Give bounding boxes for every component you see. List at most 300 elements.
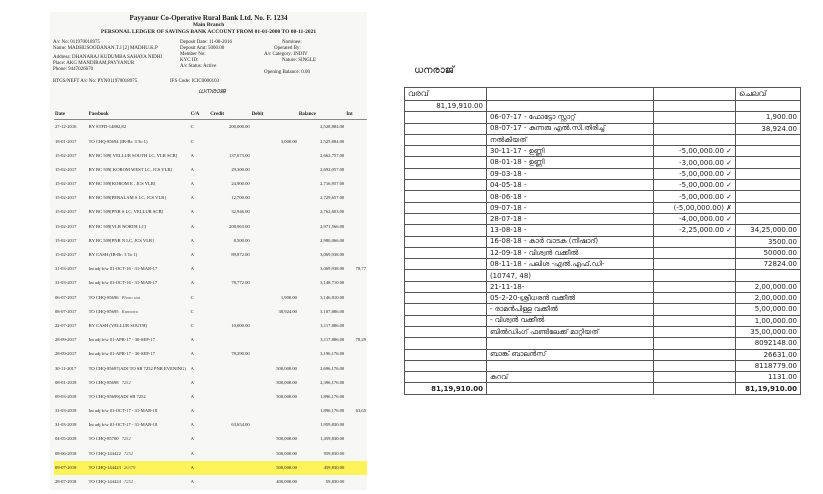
ledger-cell-pass [88,446,190,460]
ledger-cell-debit: 38,924.00 [278,308,297,314]
ledger-cell-ca: A [190,365,194,371]
ledger-cell-debit [251,219,298,233]
ledger-cell-balance: 2,662,757.00 [320,152,345,158]
ledger-cell-balance: 3,069,938.00 [320,266,345,272]
ledger-cell-credit: 78,290.00 [231,351,250,357]
ledger-cell-ca: C [190,308,194,314]
income-expense-cell-d: 3500.00 [736,236,801,247]
ledger-cell-balance: 2,971,566.00 [320,223,345,229]
ledger-row [54,205,367,219]
ledger-row [54,134,367,148]
ledger-header-row [54,111,367,120]
ledger-cell-pass: BY BC 509[PNR S LC, VELLUR SCB] [88,209,164,215]
ledger-cell-credit: 12,700.00 [231,195,250,201]
ledger-col-header: Int [345,111,367,120]
ledger-cell-pass [88,461,190,475]
income-expense-cell-b [486,360,653,371]
income-expense-cell-c [654,123,736,134]
income-expense-cell-b [486,101,653,112]
income-expense-cell-d [736,202,801,213]
ledger-cell-int [345,205,367,219]
ledger-cell-int [345,120,367,135]
ledger-cell-debit [251,191,298,205]
ledger-cell-ca: A [190,422,194,428]
ledger-cell-balance: 3,117,886.00 [320,337,345,343]
ledger-cell-balance: 3,146,810.00 [320,294,345,300]
ledger-cell-pass: Int adj b/w 01-APR-17 - 30-SEP-17 [88,337,155,343]
ledger-cell-balance: 3,107,886.00 [320,308,345,314]
ledger-cell-date: 15-02-2017 [55,223,77,229]
ledger-cell-ca: A [190,209,194,215]
ledger-table [54,111,367,489]
ledger-cell-date: 15-02-2017 [55,252,77,258]
income-expense-row [405,225,801,236]
income-expense-row [405,326,801,337]
ledger-cell-date: 31-03-2017 [55,280,77,286]
ledger-cell-ca: A [190,181,194,187]
ledger-cell-ca: A [190,280,194,286]
ledger-cell-credit: 8,500.00 [233,237,250,243]
ledger-cell-debit [251,234,298,248]
income-expense-row [405,270,801,281]
income-expense-cell-c: -5,00,000.00 ✓ [654,191,736,202]
ledger-cell-credit: 29,300.00 [231,166,250,172]
ledger-passbook-text: TO CHQ-144422 [88,450,121,456]
income-expense-cell-c [654,326,736,337]
address: Address: DHANARAJ KUDUMBA SAHAYA NIDHI [53,54,162,60]
ledger-cell-ca: A [190,166,194,172]
ledger-cell-balance: 1,896,176.00 [320,408,345,414]
income-expense-cell-a [405,191,487,202]
income-expense-cell-c [654,372,736,383]
ledger-cell-date: 15-02-2017 [55,209,77,215]
ledger-cell-balance: 3,148,710.00 [320,280,345,286]
ledger-cell-int: 78,29 [355,337,366,343]
income-expense-cell-c [654,247,736,258]
ledger-handwritten-note: Kunnaru [121,308,138,314]
ledger-cell-int [345,163,367,177]
income-expense-cell-a [405,270,487,281]
income-expense-row [405,372,801,383]
ledger-cell-credit [209,262,250,276]
ledger-cell-ca: A [190,237,194,243]
account-details [50,40,367,94]
ledger-cell-int [345,319,367,333]
ledger-cell-int [345,304,367,318]
ledger-cell-pass: BY BC 509[ KOROM WEST LC, JCS VLR] [88,166,172,172]
ledger-cell-balance: 2,692,057.00 [320,166,345,172]
income-expense-cell-c: -5,00,000.00 ✓ [654,168,736,179]
ledger-cell-ca: A [190,436,194,442]
ledger-row [54,234,367,248]
ledger-cell-credit [209,361,250,375]
income-expense-cell-a [405,338,487,349]
ledger-cell-int [345,347,367,361]
ledger-cell-ca: A [190,408,194,414]
income-expense-cell-c [654,101,736,112]
ledger-cell-int [345,475,367,489]
income-expense-cell-b: കുറവ് [486,372,653,383]
income-expense-cell-d: 8092148.00 [736,338,801,349]
ledger-row [54,404,367,418]
ledger-cell-credit: 24,900.00 [231,181,250,187]
income-expense-cell-a [405,315,487,326]
ledger-row [54,304,367,318]
ledger-cell-ca: A [190,393,194,399]
ledger-row [54,375,367,389]
income-expense-cell-b: നൽകിയത് [486,134,653,145]
income-expense-cell-c [654,349,736,360]
ledger-cell-debit: 500,000.00 [276,393,297,399]
ledger-cell-date: 08-01-2018 [55,379,77,385]
ledger-row [54,219,367,233]
ledger-cell-pass: BY BC 509[KOROM E , JCS VLR] [88,181,156,187]
ledger-cell-ca: A [190,351,194,357]
ledger-cell-ca: A [190,266,194,272]
income-expense-row [405,157,801,168]
income-expense-cell-a: 81,19,910.00 [405,383,487,394]
ledger-passbook-text: TO CHQ-144424 [88,479,121,485]
income-expense-cell-c: (-5,00,000.00) ✗ [654,202,736,213]
ledger-cell-date: 31-03-2017 [55,266,77,272]
income-expense-cell-d: 50000.00 [736,247,801,258]
income-expense-cell-d: 2,00,000.00 [736,281,801,292]
branch-name: Main Branch [192,22,225,29]
ledger-cell-credit: 32,946.00 [231,209,250,215]
income-expense-cell-a [405,304,487,315]
income-expense-cell-a [405,123,487,134]
deposit-amt: Deposit Amt: 5000.00 [180,45,225,51]
ledger-row [54,347,367,361]
ledger-cell-credit: 208,963.00 [229,223,250,229]
ledger-row [54,432,367,446]
ledger-cell-date: 09-03-2018 [55,393,77,399]
ledger-cell-balance: 3,196,176.00 [320,351,345,357]
ledger-cell-debit [251,418,298,432]
ac-name: Name: MADHUSOODANAN.T.J [2] MADHU.K.P [53,45,158,51]
income-header: വരവ് [405,88,487,101]
income-expense-row [405,259,801,270]
income-expense-cell-b: 06-07-17 - ഫോട്ടോ സ്റ്റാറ്റ് [486,112,653,123]
income-expense-cell-d: 34,25,000.00 [736,225,801,236]
ledger-cell-int [345,219,367,233]
income-expense-cell-d [736,180,801,191]
income-expense-cell-b: 05-2-20-ശ്രീധരൻ വക്കീൽ [486,293,653,304]
ledger-cell-int [345,248,367,262]
ledger-cell-pass [88,432,190,446]
income-expense-row [405,360,801,371]
income-expense-cell-c [654,360,736,371]
ledger-cell-credit [209,134,250,148]
ledger-cell-credit [209,290,250,304]
ledger-cell-ca: A [190,337,194,343]
ledger-cell-credit: 10,000.00 [231,322,250,328]
income-expense-cell-d [736,270,801,281]
ledger-col-header: Passbook [88,111,190,120]
income-expense-row [405,293,801,304]
income-expense-row [405,281,801,292]
ledger-cell-pass: BY BC 509[VLR NORTH LC] [88,223,147,229]
income-expense-cell-a [405,372,487,383]
income-expense-cell-c [654,315,736,326]
nominee: Nominee: [282,39,302,45]
income-expense-table [404,87,801,395]
income-expense-cell-b: 08-07-17 - കുന്നരു എൽ.സി.തിരിച്ച് [486,123,653,134]
member-no: Member No: [180,51,206,57]
ledger-cell-date: 30-11-2017 [55,365,77,371]
ledger-cell-debit: 1,900.00 [280,294,297,300]
income-expense-row [405,180,801,191]
ledger-cell-date: 28-09-2017 [55,337,77,343]
ledger-cell-credit [209,404,250,418]
income-expense-cell-a [405,225,487,236]
ledger-cell-date: 15-02-2017 [55,152,77,158]
income-expense-cell-d: 81,19,910.00 [736,383,801,394]
income-expense-row [405,213,801,224]
ledger-cell-date: 22-07-2017 [55,322,77,328]
income-expense-cell-a [405,202,487,213]
ledger-cell-debit [251,163,298,177]
ledger-cell-date: 15-02-2017 [55,237,77,243]
ledger-cell-debit [251,120,298,135]
rtgs-no: RTGS/NEFT A/c No: PYN011970018975 [53,78,138,84]
income-expense-cell-c: -5,00,000.00 ✓ [654,180,736,191]
income-expense-cell-d [736,191,801,202]
ledger-row [54,361,367,375]
ledger-row [54,177,367,191]
ledger-cell-date: 15-02-2017 [55,166,77,172]
ledger-col-header: Date [54,111,88,120]
income-expense-cell-d: 35,00,000.00 [736,326,801,337]
ledger-cell-ca: C [190,138,194,144]
ledger-cell-date: 08-06-2018 [55,450,77,456]
income-expense-row [405,315,801,326]
income-expense-cell-b: ബിൽഡിംഗ് ഫണ്ടിലേക്ക് മാറ്റിയത് [486,326,653,337]
ledger-cell-credit: 89,872.00 [231,252,250,258]
income-expense-cell-a [405,157,487,168]
income-expense-body [405,88,801,395]
ledger-cell-ca: C [190,294,194,300]
opening-balance: Opening Balance: 0.00 [264,69,310,75]
ledger-cell-int [345,290,367,304]
ledger-body [54,120,367,489]
ledger-cell-ca: A [190,252,194,258]
income-expense-row [405,304,801,315]
expense-header: ചെലവ് [736,88,801,101]
ledger-cell-pass: Int adj b/w 01-OCT-17 - 31-MAR-18 [88,422,158,428]
ledger-cell-ca: A [190,223,194,229]
income-expense-row [405,191,801,202]
ledger-cell-balance: 459,830.00 [298,461,345,475]
ledger-cell-credit [209,390,250,404]
ledger-cell-debit: 500,000.00 [251,461,298,475]
ledger-row [54,475,367,489]
ledger-col-header: Debit [251,111,298,120]
income-expense-cell-b: (10747, 48) [486,270,653,281]
ledger-cell-int: 78,77 [355,266,366,272]
ledger-passbook-text: TO CHQ-85695 [88,308,119,314]
income-expense-cell-a [405,134,487,145]
income-expense-cell-b: 08-01-18 - ഉണ്ണി [486,157,653,168]
ledger-row [54,148,367,162]
income-expense-cell-d: 1131.00 [736,372,801,383]
income-expense-cell-c: -2,25,000.00 ✓ [654,225,736,236]
income-expense-row [405,168,801,179]
ledger-row [54,446,367,460]
income-expense-cell-a [405,326,487,337]
ledger-cell-ca: C [190,322,194,328]
income-expense-row [405,146,801,157]
income-expense-cell-b: - രാമൻപിള്ള വക്കീൽ [486,304,653,315]
ledger-cell-int [345,461,367,475]
ledger-cell-date: 31-03-2018 [55,408,77,414]
income-expense-cell-a: 81,19,910.00 [405,101,487,112]
ledger-passbook-text: TO CHQ-85700 [88,436,119,442]
income-expense-cell-b: 30-11-17 - ഉണ്ണി [486,146,653,157]
income-expense-cell-a [405,259,487,270]
income-expense-cell-a [405,213,487,224]
ledger-cell-pass: TO CHQ-85694 (IB-Br: 3 To 1) [88,138,148,144]
income-expense-cell-b: 16-08-18 - കാർ വാടക (നിഷാദ്) [486,236,653,247]
income-expense-cell-d: 1,00,000.00 [736,315,801,326]
income-expense-cell-b: 21-11-18- [486,281,653,292]
ledger-cell-credit: 78,772.00 [231,280,250,286]
income-expense-row [405,338,801,349]
ledger-row [54,461,367,475]
ledger-cell-pass: Int adj b/w 01-OCT-16 - 31-MAR-17 [88,266,158,272]
ledger-passbook-text: TO CHQ-144423 [88,464,121,470]
ledger-cell-credit: 137,673.00 [229,152,250,158]
ledger-cell-ca: C [190,124,194,130]
ledger-cell-pass: BY CASH (IB-Br: 3 To 1) [88,252,138,258]
income-expense-row [405,247,801,258]
ledger-cell-balance: 2,762,603.00 [320,209,345,215]
ledger-row [54,262,367,276]
income-expense-cell-c [654,293,736,304]
ledger-row [54,390,367,404]
nature: Nature: SINGLE [282,57,317,63]
bank-ledger-printout [50,12,367,490]
income-expense-cell-b: ബാങ്ക് ബാലൻസ് [486,349,653,360]
ledger-cell-debit [251,319,298,333]
ledger-title: PERSONAL LEDGER OF SAVINGS BANK ACCOUNT FROM 01-01-2000 TO 08-11-2021 [100,28,317,35]
ledger-cell-balance: 959,830.00 [323,450,345,456]
ac-status: A/c Status: Active [180,63,217,69]
ac-category: A/c Category: INDIV [264,51,308,57]
ledger-cell-pass: BY CASH (VELLUR SOUTH) [88,322,148,328]
ledger-passbook-text: TO CHQ-85698 [88,379,119,385]
ledger-row [54,120,367,135]
income-expense-cell-a [405,112,487,123]
ledger-cell-date: 28-07-2018 [55,479,77,485]
income-expense-cell-c: -5,00,000.00 ✓ [654,146,736,157]
bank-name: Payyanur Co-Operative Rural Bank Ltd. No. F. 1234 [129,14,288,22]
income-expense-cell-c [654,134,736,145]
ledger-cell-ca: A [190,152,194,158]
ledger-cell-ca: A [190,379,194,385]
ledger-cell-pass [88,475,190,489]
ledger-cell-credit [209,333,250,347]
income-expense-cell-b: 08-11-18 - പലിശ -എൽ.എഫ്.ഡി- [486,259,653,270]
income-expense-cell-c [654,383,736,394]
ledger-cell-int [345,418,367,432]
ledger-cell-balance: 2,980,066.00 [320,237,345,243]
ac-no: A/c No: 011970018975 [53,39,101,45]
income-expense-cell-a [405,236,487,247]
ledger-cell-debit: 500,000.00 [276,450,297,456]
ledger-row [54,276,367,290]
ledger-cell-date: 28-09-2017 [55,351,77,357]
ledger-cell-balance: 2,716,957.00 [320,181,345,187]
ledger-cell-int [345,432,367,446]
ledger-cell-balance: 3,069,938.00 [320,252,345,258]
ledger-cell-int [345,177,367,191]
ledger-cell-debit: 500,000.00 [276,365,297,371]
income-expense-cell-d: 2,00,000.00 [736,293,801,304]
ledger-handwritten-note: 20379 [123,464,136,470]
ledger-row [54,418,367,432]
ledger-cell-int [345,148,367,162]
ledger-cell-pass: Int adj b/w 01-OCT-17 - 31-MAR-18 [88,408,158,414]
income-expense-cell-c [654,270,736,281]
income-expense-cell-b: - വിശ്വൻ വക്കീൽ [486,315,653,326]
ledger-handwritten-note: 7252 [123,479,134,485]
income-expense-cell-b [486,338,653,349]
income-expense-cell-a [405,146,487,157]
income-expense-cell-a [405,247,487,258]
ledger-handwritten-note: 7252 [121,436,131,442]
income-expense-cell-d: 5,00,000.00 [736,304,801,315]
income-expense-cell-d: 72824.00 [736,259,801,270]
ledger-col-header: Balance [298,111,345,120]
ledger-cell-pass: BY STFD-14882,82 [88,124,127,130]
ledger-cell-credit [209,432,250,446]
ledger-cell-debit [251,262,298,276]
ledger-row [54,319,367,333]
income-expense-cell-d: 8118779.00 [736,360,801,371]
income-expense-row [405,134,801,145]
ledger-cell-balance: 2,528,884.00 [320,124,345,130]
ledger-cell-debit [251,248,298,262]
income-expense-row [405,202,801,213]
ledger-cell-ca: A [190,479,194,485]
income-expense-cell-c [654,259,736,270]
ledger-cell-date: 04-05-2018 [55,436,77,442]
income-expense-cell-c [654,112,736,123]
ledger-cell-balance: 1,896,176.00 [320,393,345,399]
ledger-cell-int [345,276,367,290]
ledger-cell-int [345,361,367,375]
ledger-row [54,290,367,304]
ledger-row [54,248,367,262]
ledger-cell-credit [209,304,250,318]
ledger-row [54,191,367,205]
income-expense-cell-d: 1,900.00 [736,112,801,123]
ledger-handwritten-note: 7252 [121,379,131,385]
ledger-cell-date: 18-01-2017 [55,138,77,144]
ledger-cell-pass: BY BC 509[PERALAM S LC, JCS VLR] [88,195,166,201]
income-expense-cell-c: -4,00,000.00 ✓ [654,213,736,224]
ledger-cell-debit [251,404,298,418]
ledger-cell-balance: 59,830.00 [325,479,345,485]
ledger-cell-credit: 63,654.00 [231,422,250,428]
ledger-cell-int [345,375,367,389]
income-expense-row [405,236,801,247]
ledger-cell-pass: BY BC 509[ VELLUR SOUTH LC, VLR SCB] [88,152,178,158]
ledger-cell-credit [209,475,250,489]
ledger-cell-ca: A [190,461,210,475]
ledger-col-header: C/A [190,111,210,120]
